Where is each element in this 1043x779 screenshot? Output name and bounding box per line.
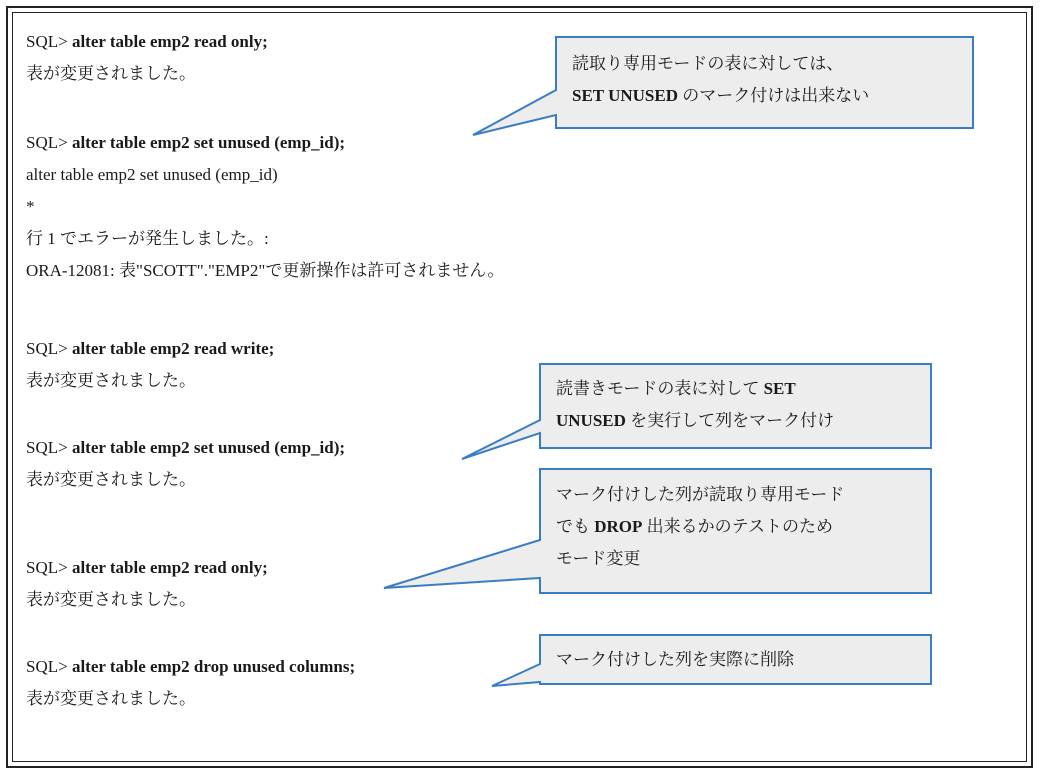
callout-line bbox=[556, 644, 794, 676]
sql-command-line bbox=[26, 437, 345, 459]
callout-text-segment: 出来るかのテストのため bbox=[642, 517, 833, 536]
callout-line bbox=[572, 48, 869, 80]
callout-line bbox=[572, 80, 869, 112]
callout-1-text bbox=[572, 48, 869, 112]
sql-output-line: 行 1 でエラーが発生しました。: bbox=[26, 229, 269, 248]
callout-text-segment: を実行して列をマーク付け bbox=[625, 411, 835, 430]
callout-text-segment: UNUSED bbox=[556, 411, 626, 430]
sql-command: alter table emp2 set unused (emp_id); bbox=[71, 133, 346, 152]
sql-command-line bbox=[26, 31, 268, 53]
callout-line bbox=[556, 373, 834, 405]
callout-line bbox=[556, 543, 844, 575]
sql-command: alter table emp2 drop unused columns; bbox=[71, 657, 356, 676]
callout-text-segment: SET bbox=[763, 379, 796, 398]
callout-text-segment: モード変更 bbox=[556, 549, 641, 568]
sql-output-line: 表が変更されました。 bbox=[26, 64, 196, 83]
sql-command: alter table emp2 read write; bbox=[71, 339, 275, 358]
sql-output-line: 表が変更されました。 bbox=[26, 371, 196, 390]
callout-3-text bbox=[556, 479, 844, 575]
sql-prompt: SQL> bbox=[26, 558, 68, 577]
sql-output-line: 表が変更されました。 bbox=[26, 590, 196, 609]
sql-output-line: 表が変更されました。 bbox=[26, 470, 196, 489]
sql-command: alter table emp2 read only; bbox=[71, 558, 268, 577]
sql-command-line bbox=[26, 338, 274, 360]
callout-text-segment: マーク付けした列が読取り専用モード bbox=[556, 485, 845, 504]
sql-output-line: ORA-12081: 表"SCOTT"."EMP2"で更新操作は許可されません。 bbox=[26, 261, 505, 280]
sql-command: alter table emp2 set unused (emp_id); bbox=[71, 438, 346, 457]
sql-command-line bbox=[26, 557, 268, 579]
sql-command-line bbox=[26, 132, 345, 154]
sql-prompt: SQL> bbox=[26, 32, 68, 51]
callout-line bbox=[556, 511, 844, 543]
callout-line bbox=[556, 479, 844, 511]
callout-line bbox=[556, 405, 834, 437]
sql-output-line: alter table emp2 set unused (emp_id) bbox=[26, 165, 278, 184]
sql-prompt: SQL> bbox=[26, 438, 68, 457]
sql-command-line bbox=[26, 656, 355, 678]
sql-prompt: SQL> bbox=[26, 657, 68, 676]
callout-4-text bbox=[556, 644, 794, 676]
sql-prompt: SQL> bbox=[26, 133, 68, 152]
callout-text-segment: のマーク付けは出来ない bbox=[677, 86, 870, 105]
callout-text-segment: 読書きモードの表に対して bbox=[556, 379, 764, 398]
callout-2-text bbox=[556, 373, 834, 437]
callout-text-segment: SET UNUSED bbox=[572, 86, 678, 105]
sql-command: alter table emp2 read only; bbox=[71, 32, 268, 51]
sql-output-line: 表が変更されました。 bbox=[26, 689, 196, 708]
sql-output-line: * bbox=[26, 197, 35, 216]
callout-text-segment: DROP bbox=[594, 517, 643, 536]
callout-text-segment: でも bbox=[556, 517, 595, 536]
callout-text-segment: マーク付けした列を実際に削除 bbox=[556, 650, 794, 669]
sql-prompt: SQL> bbox=[26, 339, 68, 358]
callout-text-segment: 読取り専用モードの表に対しては、 bbox=[572, 54, 844, 73]
